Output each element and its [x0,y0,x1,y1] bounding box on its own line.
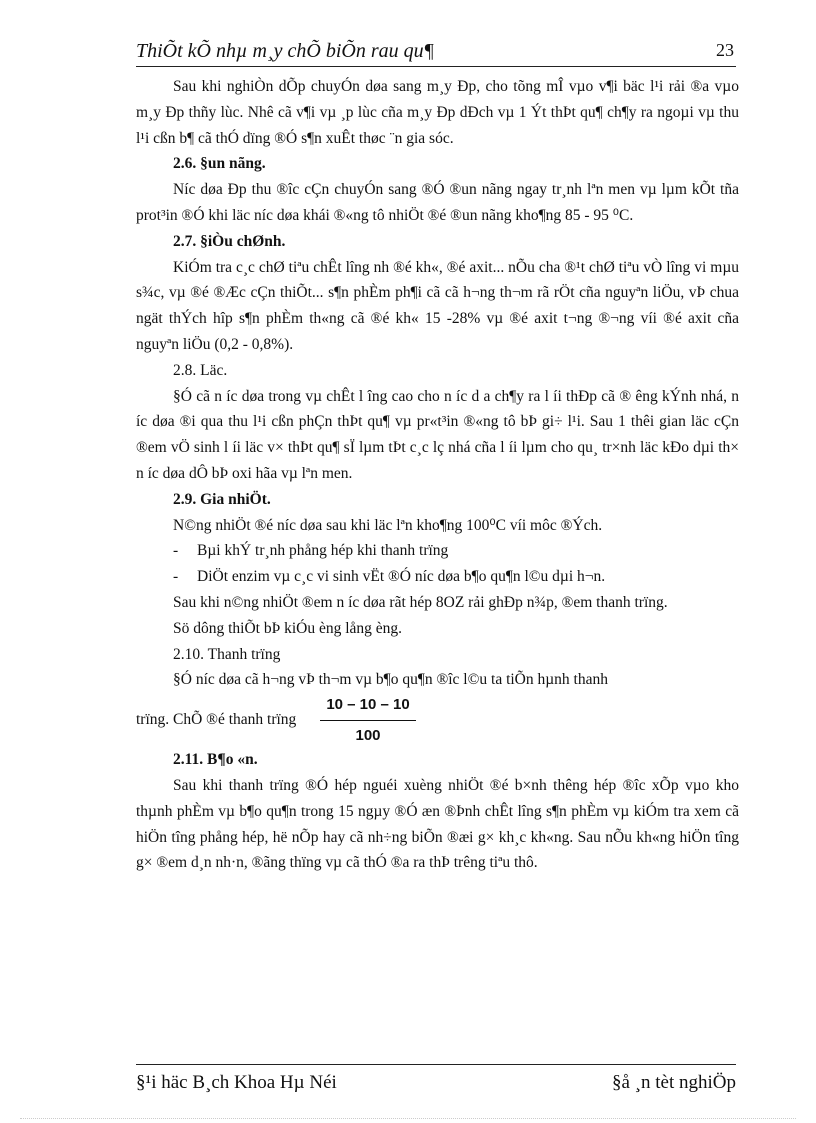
body-paragraph: Sau khi nghiÒn dÕp chuyÓn døa sang m¸y Ðp, cho tõng mÎ vµo v¶i bäc l¹i rải ®a vµo m¸y Ðp thñy lùc. Nhê cã v¶i vµ ¸p lùc cña m¸y Ðp dÐch vµ 1 Ýt thÞt qu¶ ch¶y ra ngoµi vµ thu l¹i cßn b¶ cã thÓ dïng ®Ó s¶n xuÊt thøc ¨n gia sóc. [136,78,739,147]
page-number: 23 [716,40,734,60]
formula-line [136,693,739,747]
section-heading: 2.6. §un nãng. [173,155,266,173]
sterilization-regime-fraction [320,692,415,749]
footer-institution: §¹i häc B¸ch Khoa Hµ Néi [136,1072,337,1093]
fraction-numerator: 10 – 10 – 10 [320,692,415,721]
body-paragraph: Sau khi thanh trïng ®Ó hép nguéi xuèng nhiÖt ®é b×nh thêng hép ®îc xÕp vµo kho thµnh phÈm vµ b¶o qu¶n trong 15 ngµy ®Ó æn ®Þnh chÊt lîng s¶n phÈm vµ kiÓm tra xem cã hiÖn tîng phång hép, hë nÕp hay cã nh÷ng biÕn ®æi g× kh¸c kh«ng. Sau nÕu kh«ng hiÖn tîng g× ®em d¸n nh·n, ®ãng thïng vµ cã thÓ ®a ra thÞ trêng tiªu thô. [136,776,739,872]
body-paragraph: §Ó níc døa cã h¬ng vÞ th¬m vµ b¶o qu¶n ®îc l©u ta tiÕn hµnh thanh [173,671,608,689]
document-body [136,74,739,876]
body-paragraph: KiÓm tra c¸c chØ tiªu chÊt lîng nh ®é kh«, ®é axit... nÕu cha ®¹t chØ tiªu vÒ lîng vi mµu s¾c, vµ ®é ®Æc cÇn thiÕt... s¶n phÈm ph¶i cã cã h¬ng th¬m rã rÖt cña nguyªn liÖu, vÞ chua ngät thÝch hîp s¶n phÈm th«ng cã ®é kh« 15 -28% vµ ®é axit t¬ng ®¬ng víi ®é axit cña nguyªn liÖu (0,2 - 0,8%). [136,258,739,353]
body-paragraph: N©ng nhiÖt ®é níc døa sau khi läc lªn kho¶ng 100⁰C víi môc ®Ých. [173,516,603,534]
header-rule [136,66,736,67]
section-heading: 2.8. Läc. [173,361,228,379]
body-paragraph: §Ó cã n íc døa trong vµ chÊt l îng cao cho n íc d a ch¶y ra l íi thÐp cã ® êng kÝnh nhá, n íc døa ®i qua thu l¹i cßn phÇn thÞt qu¶ vµ pr«t³in ®«ng tô bÞ gi÷ l¹i. Sau 1 thêi gian läc cÇn ®em vÖ sinh l íi läc v× thÞt qu¶ sÏ lµm tÞt c¸c lç nhá cña l íi lµm cho qu¸ tr×nh läc kÐo dµi th× n íc døa dÔ bÞ oxi hãa vµ lªn men. [136,387,739,482]
footer-document-type: §å ¸n tèt nghiÖp [611,1072,736,1093]
header-title: ThiÕt kÕ nhµ m¸y chÕ biÕn rau qu¶ [136,40,435,62]
formula-lead-text: trïng. ChÕ ®é thanh trïng [136,711,297,729]
body-paragraph: Níc døa Ðp thu ®îc cÇn chuyÓn sang ®Ó ®un nãng ngay tr¸nh lªn men vµ lµm kÕt tña prot³in ®Ó khi läc níc døa khái ®«ng tô nhiÖt ®é ®un nãng kho¶ng 85 - 95 ⁰C. [136,181,739,224]
fraction-denominator: 100 [355,726,381,744]
bullet-dash: - [173,568,179,586]
section-heading: 2.11. B¶o «n. [173,751,258,769]
running-header [136,40,736,66]
bullet-dash: - [173,542,179,560]
bullet-text: DiÖt enzim vµ c¸c vi sinh vËt ®Ó níc døa b¶o qu¶n l©u dµi h¬n. [197,568,606,586]
section-heading: 2.10. Thanh trïng [173,645,281,663]
bullet-item [136,564,739,590]
body-paragraph: Sö dông thiÕt bÞ kiÓu èng lång èng. [173,619,403,637]
section-heading: 2.9. Gia nhiÖt. [173,490,271,508]
page-edge [20,1118,796,1119]
body-paragraph: Sau khi n©ng nhiÖt ®em n íc døa rãt hép 8OZ rải ghÐp n¾p, ®em thanh trïng. [173,593,668,611]
footer-rule [136,1064,736,1065]
bullet-item [136,538,739,564]
section-heading: 2.7. §iÒu chØnh. [173,232,286,250]
bullet-text: Bµi khÝ tr¸nh phång hép khi thanh trïng [197,542,449,560]
